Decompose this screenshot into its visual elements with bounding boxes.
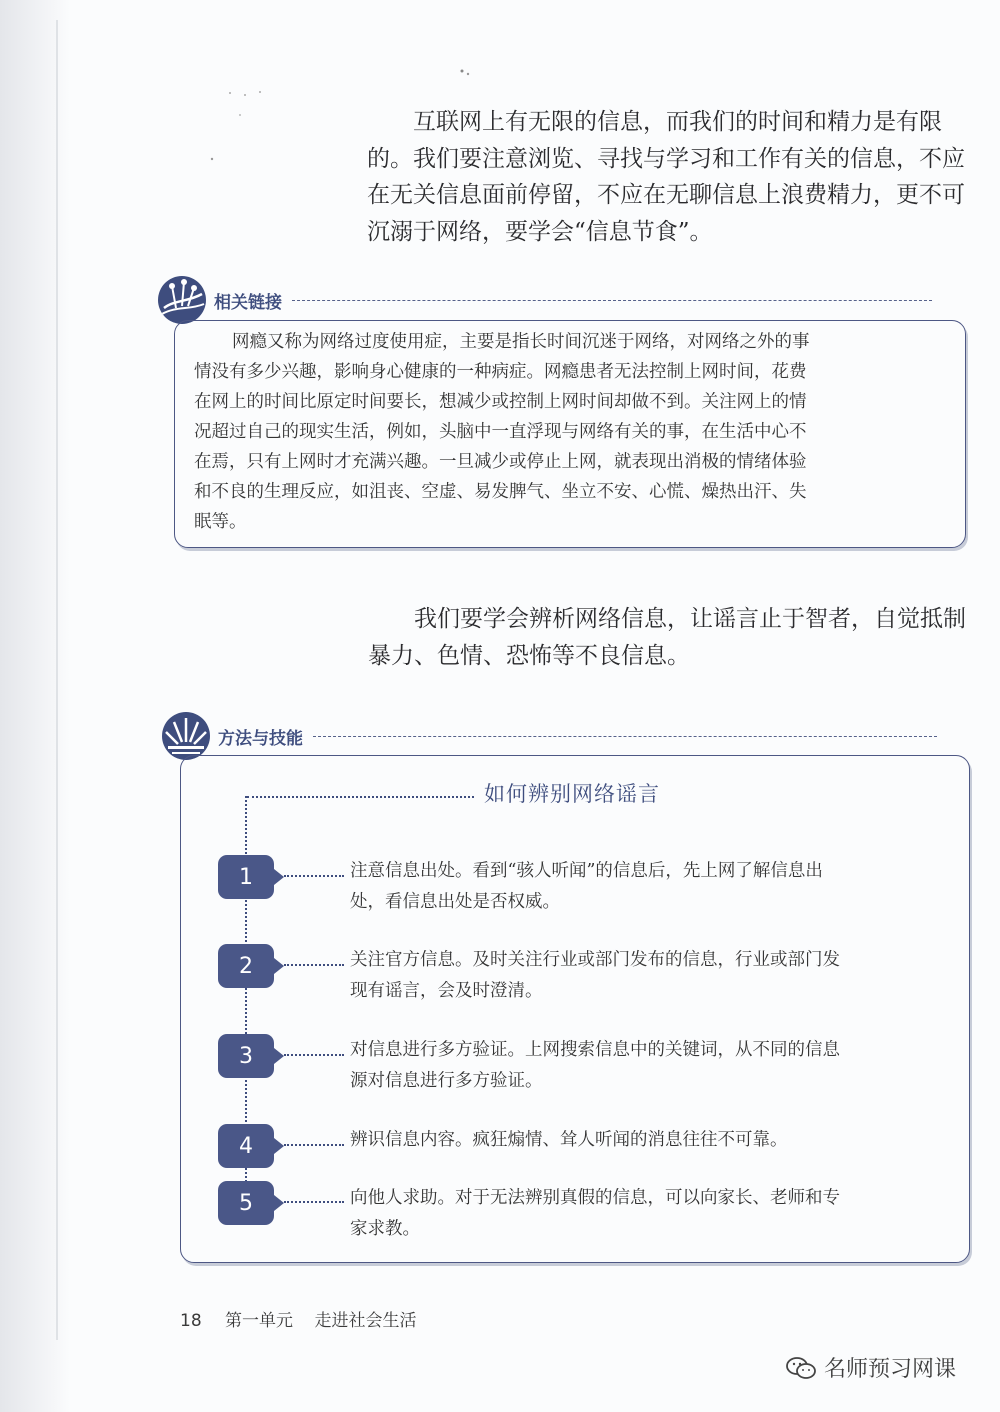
step-text-3 xyxy=(350,1035,960,1097)
dotted-connector xyxy=(247,796,474,798)
step-line: 关注官方信息。及时关注行业或部门发布的信息，行业或部门发 xyxy=(350,950,840,970)
step-badge-3: 3 xyxy=(218,1034,274,1078)
step-line: 处，看信息出处是否权威。 xyxy=(350,892,560,912)
step-connector xyxy=(284,1201,344,1203)
step-text-5 xyxy=(350,1183,960,1245)
globe-network-icon xyxy=(158,276,206,324)
step-text-2 xyxy=(350,945,960,1007)
middle-paragraph xyxy=(368,601,968,674)
link-line: 情没有多少兴趣，影响身心健康的一种病症。网瘾患者无法控制上网时间，花费 xyxy=(194,362,807,382)
wechat-icon xyxy=(786,1356,816,1380)
section-dashed-rule xyxy=(292,300,932,301)
link-line: 和不良的生理反应，如沮丧、空虚、易发脾气、坐立不安、心慌、燥热出汗、失 xyxy=(194,482,807,502)
step-text-1 xyxy=(350,856,960,918)
step-badge-5: 5 xyxy=(218,1181,274,1225)
step-line: 现有谣言，会及时澄清。 xyxy=(350,981,543,1001)
step-line: 辨识信息内容。疯狂煽情、耸人听闻的消息往往不可靠。 xyxy=(350,1130,788,1150)
step-line: 注意信息出处。看到“骇人听闻”的信息后，先上网了解信息出 xyxy=(350,861,823,881)
methods-subtitle: 如何辨别网络谣言 xyxy=(484,782,660,806)
step-badge-1: 1 xyxy=(218,855,274,899)
intro-line: 在无关信息面前停留，不应在无聊信息上浪费精力，更不可 xyxy=(367,182,965,208)
methods-header xyxy=(162,714,937,758)
unit-title: 走进社会生活 xyxy=(314,1311,417,1331)
middle-line: 我们要学会辨析网络信息，让谣言止于智者，自觉抵制 xyxy=(414,606,966,632)
middle-line: 暴力、色情、恐怖等不良信息。 xyxy=(368,642,690,669)
step-connector xyxy=(284,875,344,877)
intro-line: 沉溺于网络，要学会“信息节食”。 xyxy=(367,218,713,245)
step-line: 向他人求助。对于无法辨别真假的信息，可以向家长、老师和专 xyxy=(350,1188,840,1208)
link-line: 在焉，只有上网时才充满兴趣。一旦减少或停止上网，就表现出消极的情绪体验 xyxy=(194,452,807,472)
intro-paragraph xyxy=(367,104,967,250)
sunrise-lines-icon xyxy=(162,712,210,760)
link-line: 况超过自己的现实生活，例如，头脑中一直浮现与网络有关的事，在生活中心不 xyxy=(194,422,807,442)
intro-line: 的。我们要注意浏览、寻找与学习和工作有关的信息，不应 xyxy=(367,145,965,172)
related-link-header xyxy=(158,278,932,322)
page-footer xyxy=(180,1306,416,1331)
step-line: 家求教。 xyxy=(350,1219,420,1239)
related-link-text xyxy=(194,327,954,537)
methods-title: 方法与技能 xyxy=(218,728,303,749)
intro-line: 互联网上有无限的信息，而我们的时间和精力是有限 xyxy=(413,109,942,135)
step-line: 源对信息进行多方验证。 xyxy=(350,1071,543,1091)
step-text-4 xyxy=(350,1125,960,1156)
page-number: 18 xyxy=(180,1311,202,1331)
watermark xyxy=(786,1352,956,1383)
step-connector xyxy=(284,964,344,966)
page-edge-line xyxy=(56,20,58,1340)
step-line: 对信息进行多方验证。上网搜索信息中的关键词，从不同的信息 xyxy=(350,1040,840,1060)
unit-label: 第一单元 xyxy=(225,1311,294,1331)
section-dashed-rule xyxy=(313,736,937,737)
step-connector xyxy=(284,1054,344,1056)
step-connector xyxy=(284,1144,344,1146)
related-link-title: 相关链接 xyxy=(214,292,282,313)
step-badge-2: 2 xyxy=(218,944,274,988)
watermark-text: 名师预习网课 xyxy=(824,1357,957,1382)
link-line: 在网上的时间比原定时间要长，想减少或控制上网时间却做不到。关注网上的情 xyxy=(194,392,807,412)
page-binding-shadow xyxy=(0,0,70,1412)
link-line: 网瘾又称为网络过度使用症，主要是指长时间沉迷于网络，对网络之外的事 xyxy=(232,332,810,352)
link-line: 眠等。 xyxy=(194,512,247,532)
step-badge-4: 4 xyxy=(218,1124,274,1168)
